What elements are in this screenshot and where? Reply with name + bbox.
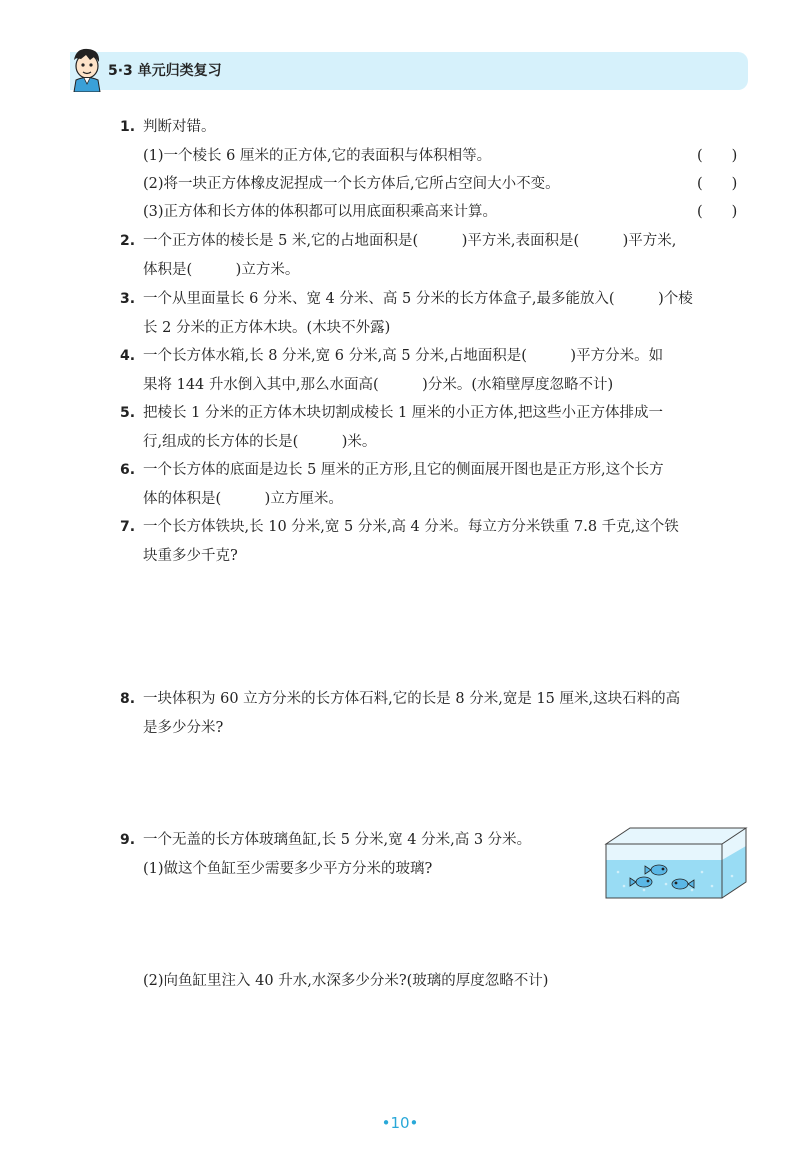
question-line-2: 长 2 分米的正方体木块。(木块不外露) <box>143 320 391 336</box>
question-line-1: 一个长方体的底面是边长 5 厘米的正方形,且它的侧面展开图也是正方形,这个长方 <box>143 462 664 478</box>
judge-item-2: (2)将一块正方体橡皮泥捏成一个长方体后,它所占空间大小不变。 <box>143 176 560 192</box>
question-line-1: 一个正方体的棱长是 5 米,它的占地面积是( )平方米,表面积是( )平方米, <box>143 233 677 249</box>
question-number: 2. <box>120 233 136 249</box>
answer-paren-2[interactable]: ( ) <box>697 176 738 192</box>
question-number: 8. <box>120 691 136 707</box>
answer-paren-1[interactable]: ( ) <box>697 148 738 164</box>
question-line-1: 把棱长 1 分米的正方体木块切割成棱长 1 厘米的小正方体,把这些小正方体排成一 <box>143 405 663 421</box>
boy-mascot-icon <box>66 46 106 92</box>
question-number: 5. <box>120 405 136 421</box>
question-line-2: 是多少分米? <box>143 720 224 736</box>
question-text: 判断对错。 <box>143 119 216 135</box>
question-number: 9. <box>120 832 136 848</box>
section-title: 5·3 单元归类复习 <box>108 63 222 79</box>
question-number: 6. <box>120 462 136 478</box>
judge-item-1: (1)一个棱长 6 厘米的正方体,它的表面积与体积相等。 <box>143 148 492 164</box>
question-line-1: 一块体积为 60 立方分米的长方体石料,它的长是 8 分米,宽是 15 厘米,这块石料的高 <box>143 691 681 707</box>
question-line-2: 行,组成的长方体的长是( )米。 <box>143 434 377 450</box>
question-line-1: 一个长方体铁块,长 10 分米,宽 5 分米,高 4 分米。每立方分米铁重 7.8 千克,这个铁 <box>143 519 679 535</box>
fish-tank-illustration <box>604 826 748 900</box>
question-number: 7. <box>120 519 136 535</box>
judge-item-3: (3)正方体和长方体的体积都可以用底面积乘高来计算。 <box>143 204 498 220</box>
question-line-2: 体积是( )立方米。 <box>143 262 300 278</box>
question-number: 4. <box>120 348 136 364</box>
question-line-2: 体的体积是( )立方厘米。 <box>143 491 343 507</box>
question-line-1: 一个长方体水箱,长 8 分米,宽 6 分米,高 5 分米,占地面积是( )平方分米。如 <box>143 348 664 364</box>
answer-paren-3[interactable]: ( ) <box>697 204 738 220</box>
question-line-1: 一个无盖的长方体玻璃鱼缸,长 5 分米,宽 4 分米,高 3 分米。 <box>143 832 532 848</box>
sub-question-1: (1)做这个鱼缸至少需要多少平方分米的玻璃? <box>143 861 433 877</box>
sub-question-2: (2)向鱼缸里注入 40 升水,水深多少分米?(玻璃的厚度忽略不计) <box>143 973 549 989</box>
question-line-1: 一个从里面量长 6 分米、宽 4 分米、高 5 分米的长方体盒子,最多能放入( )个棱 <box>143 291 693 307</box>
question-line-2: 块重多少千克? <box>143 548 238 564</box>
question-number: 1. <box>120 119 136 135</box>
page-number: •10• <box>381 1114 419 1132</box>
question-number: 3. <box>120 291 136 307</box>
question-line-2: 果将 144 升水倒入其中,那么水面高( )分米。(水箱壁厚度忽略不计) <box>143 377 614 393</box>
